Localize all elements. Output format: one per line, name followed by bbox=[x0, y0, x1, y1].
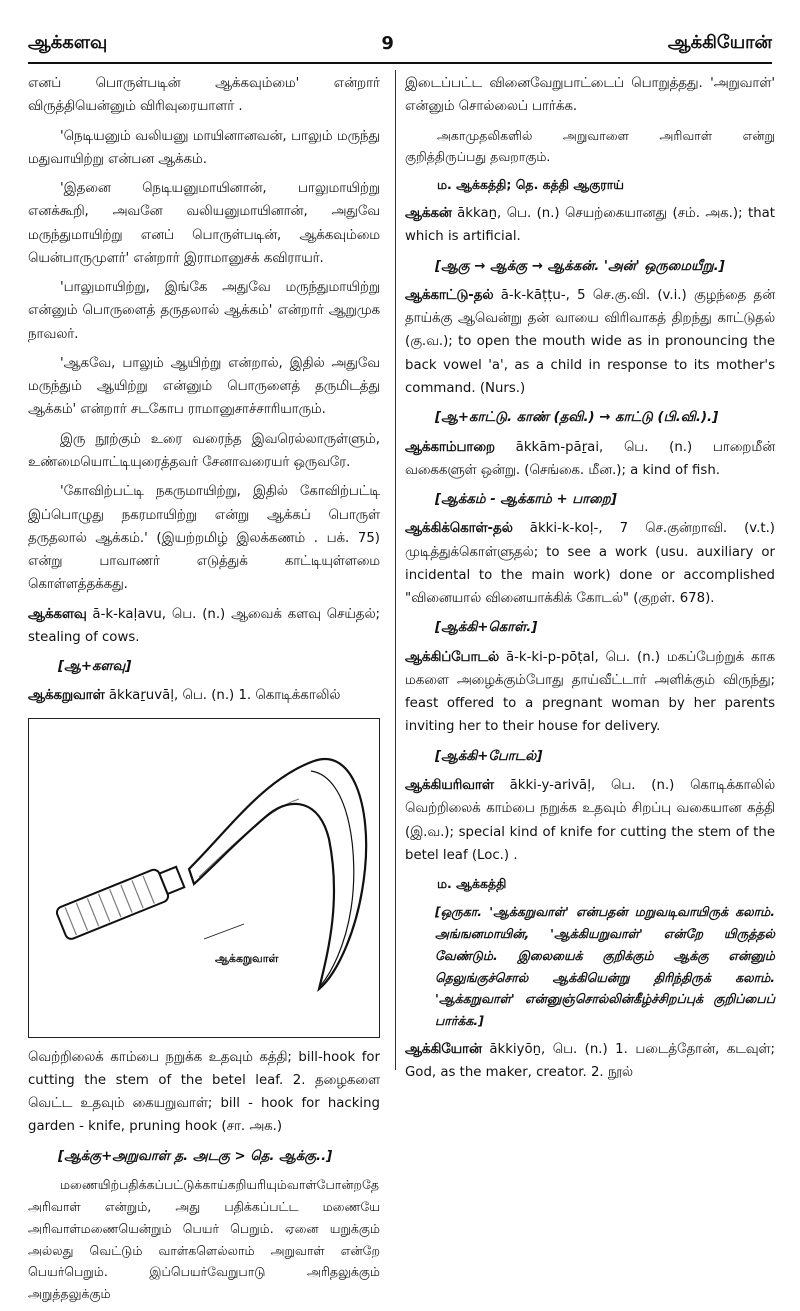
left-column bbox=[28, 72, 380, 1311]
etymology: [ஆக்கு+அறுவாள் த. அடகு > தெ. ஆக்கு..] bbox=[58, 1148, 333, 1164]
cognates: ம. ஆக்கத்தி bbox=[437, 876, 507, 892]
headword: ஆக்காம்பாறை bbox=[405, 439, 495, 455]
headword: ஆக்களவு bbox=[28, 606, 87, 622]
headword: ஆக்கிப்போடல் bbox=[405, 649, 500, 665]
headword: ஆக்கியரிவாள் bbox=[405, 778, 494, 793]
etymology: [ஆக்கம் - ஆக்காம் + பாறை] bbox=[435, 492, 617, 508]
paragraph: 'நெடியனும் வலியனு மாயினானவன், பாலும் மருந்து மதுவாயிற்று என்பன ஆக்கம். bbox=[28, 128, 380, 167]
headword: ஆக்காட்டு-தல் bbox=[405, 287, 494, 303]
etymology: [ஆகு → ஆக்கு → ஆக்கன். 'அன்' ஒருமையீறு.] bbox=[435, 258, 725, 274]
entry-definition: ākki-y-arivāḷ, பெ. (n.) கொடிக்காலில் வெற்றிலைக் காம்பை நறுக்க உதவும் சிறப்பு வகையான கத்தி (இ.வ.); special kind of knife for cutting the stem of the betel leaf (Loc.) . bbox=[405, 778, 775, 863]
billhook-drawing bbox=[29, 719, 379, 1037]
billhook-illustration bbox=[28, 718, 380, 1038]
column-divider bbox=[395, 70, 396, 1070]
right-column bbox=[405, 72, 775, 1091]
etymology: [ஆக்கி+போடல்] bbox=[435, 748, 543, 764]
headword: ஆக்கியோன் bbox=[405, 1042, 482, 1058]
paragraph: 'ஆகவே, பாலும் ஆயிற்று என்றால், இதில் அதுவே மருந்தும் ஆயிற்று என்னும் பொருளைத் தருமிடத்து ஆக்கம்' என்றார் சடகோப ராமானுசாச்சாரியாரும். bbox=[28, 355, 380, 418]
dictionary-entry bbox=[405, 517, 775, 610]
headword: ஆக்கிக்கொள்-தல் bbox=[405, 521, 513, 537]
entry-definition: ā-k-kāṭṭu-, 5 செ.கு.வி. (v.i.) குழந்தை தன் தாய்க்கு ஆவென்று தன் வாயை விரிவாகத் திறந்து காட்டுதல் (கு.வ.); to open the mouth wide as in pronouncing the back vowel 'a', as a child in response to its mother's command. (Nurs.) bbox=[405, 287, 775, 397]
etymology: [ஆ+காட்டு. காண் (தவி.) → காட்டு (பி.வி.).] bbox=[435, 410, 719, 426]
entry-definition: ā-k-kaḷavu, பெ. (n.) ஆவைக் களவு செய்தல்; stealing of cows. bbox=[28, 606, 380, 645]
etymology: [ஆக்கி+கொள்.] bbox=[435, 620, 538, 636]
entry-definition: ākkiyōṉ, பெ. (n.) 1. படைத்தோன், கடவுள்; God, as the maker, creator. 2. நூல் bbox=[405, 1042, 775, 1081]
dictionary-entry bbox=[405, 774, 775, 867]
entry-definition: ākkaṟuvāḷ, பெ. (n.) 1. கொடிக்காலில் bbox=[104, 688, 341, 704]
entry-definition: ākki-k-koḷ-, 7 செ.குன்றாவி. (v.t.) முடித்துக்கொள்ளுதல்; to see a work (usu. auxiliary or incidental to the main work) done or accomplished "வினையால் வினையாக்கிக் கோடல்" (குறள். 678). bbox=[405, 521, 775, 607]
header-rule bbox=[28, 62, 772, 64]
dictionary-entry bbox=[405, 436, 775, 483]
etymology-note: [ஒருகா. 'ஆக்கறுவாள்' என்பதன் மறுவடிவாயிருக் கலாம். அங்ஙனமாயின், 'ஆக்கியறுவாள்' என்றே யிருத்தல் வேண்டும். இலையைக் குறிக்கும் ஆக்கு என்னும் தெலுங்குச்சொல் ஆக்கியென்று திரிந்திருக் கலாம். 'ஆக்கறுவாள்' என்னுஞ்சொல்லின்கீழ்ச்சிறப்புக் குறிப்பைப் பார்க்க.] bbox=[435, 903, 775, 1029]
dictionary-entry bbox=[405, 284, 775, 400]
figure-caption: ஆக்கறுவாள் bbox=[215, 951, 279, 965]
cognates: ம. ஆக்கத்தி; தெ. கத்தி ஆகுராய் bbox=[437, 177, 624, 193]
etymology: [ஆ+களவு] bbox=[58, 659, 132, 675]
entry-definition: ā-k-ki-p-pōṭal, பெ. (n.) மகப்பேற்றுக் காக மகளை அழைக்கும்போது தாய்வீட்டார் அளிக்கும் விருந்து; feast offered to a pregnant woman by her parents inviting her to their house for delivery. bbox=[405, 649, 775, 735]
dictionary-entry bbox=[28, 603, 380, 650]
running-head-right: ஆக்கியோன் bbox=[667, 31, 772, 53]
entry-definition: ākkām-pāṟai, பெ. (n.) பாறைமீன் வகைகளுள் ஒன்று. (செங்கை. மீன.); a kind of fish. bbox=[405, 439, 775, 478]
headword: ஆக்கன் bbox=[405, 206, 452, 222]
dictionary-entry bbox=[405, 646, 775, 739]
paragraph: 'பாலுமாயிற்று, இங்கே அதுவே மருந்துமாயிற்று என்னும் பொருளைத் தருதலால் ஆக்கம்' என்றார் ஆறுமுக நாவலர். bbox=[28, 280, 380, 342]
paragraph: மணையிற்பதிக்கப்பட்டுக்காய்கறியரியும்வாள்போன்றதே அரிவாள் என்றும், அது பதிக்கப்பட்ட மணையே அரிவாள்மணையென்றும் பெயர் பெறும். ஏனை யறுக்கும் அல்லது வெட்டும் வாள்களெல்லாம் அறுவாள் என்றே பெயர்பெறும். இப்பெயர்வேறுபாடு அரிதலுக்கும் அறுத்தலுக்கும் bbox=[28, 1176, 380, 1302]
paragraph: எனப் பொருள்படின் ஆக்கவும்மை' என்றார் விருத்தியென்னும் விரிவுரையாளர் . bbox=[28, 76, 380, 115]
paragraph: வெற்றிலைக் காம்பை நறுக்க உதவும் கத்தி; bill-hook for cutting the stem of the betel leaf. 2. தழைகளை வெட்ட உதவும் கையறுவாள்; bill - hook for hacking garden - knife, pruning hook (சா. அக.) bbox=[28, 1049, 380, 1135]
dictionary-entry bbox=[28, 684, 380, 707]
paragraph: இரு நூற்கும் உரை வரைந்த இவரெல்லாருள்ளும், உண்மையொட்டியுரைத்தவர் சேனாவரையர் ஒருவரே. bbox=[28, 431, 380, 470]
page-number: 9 bbox=[381, 32, 394, 54]
paragraph: 'இதனை நெடியனுமாயினான், பாலுமாயிற்று எனக்கூறி, அவனே வலியனுமாயினான், அதுவே மருந்துமாயிற்று எனப் பொருள்படின், ஆக்கவும்மை யென்பாருமுளர்' என்றார் இராமானுசக் கவிராயர். bbox=[28, 181, 380, 266]
paragraph: அகாமுதலிகளில் அறுவாளை அரிவாள் என்று குறித்திருப்பது தவறாகும். bbox=[405, 127, 775, 165]
headword: ஆக்கறுவாள் bbox=[28, 688, 105, 704]
entry-definition: ākkaṉ, பெ. (n.) செயற்கையானது (சம். அக.); that which is artificial. bbox=[405, 206, 775, 245]
running-head-left: ஆக்களவு bbox=[28, 31, 108, 53]
page-header bbox=[28, 28, 772, 58]
paragraph: இடைப்பட்ட வினைவேறுபாட்டைப் பொறுத்தது. 'அறுவாள்' என்னும் சொல்லைப் பார்க்க. bbox=[405, 76, 775, 115]
dictionary-entry bbox=[405, 1038, 775, 1085]
dictionary-entry bbox=[405, 202, 775, 249]
paragraph: 'கோவிற்பட்டி நகருமாயிற்று, இதில் கோவிற்பட்டி இப்பொழுது நகரமாயிற்று என்று ஆக்கப் பொருள் தருதலால் ஆக்கம்.' (இயற்றமிழ் இலக்கணம் . பக். 75) என்று பாவாணர் எடுத்துக் காட்டியுள்ளமை கொள்ளத்தக்கது. bbox=[28, 484, 380, 593]
